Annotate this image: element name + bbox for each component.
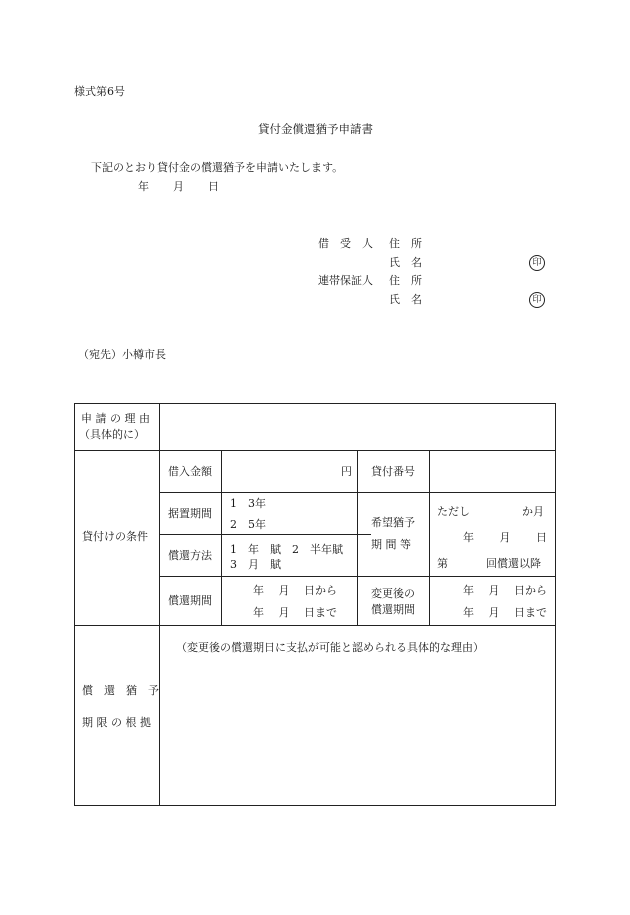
guarantor-name-label: 氏 名	[389, 293, 422, 306]
yen-unit: 円	[341, 465, 352, 478]
borrower-label: 借 受 人	[318, 237, 373, 250]
date-day: 日	[208, 180, 219, 193]
desired-months-unit: か月	[522, 505, 544, 518]
repay-period-label: 償還期間	[168, 594, 212, 607]
borrower-address-label: 住 所	[389, 237, 422, 250]
application-statement: 下記のとおり貸付金の償還猶予を申請いたします。	[91, 161, 344, 174]
guarantor-address-label: 住 所	[389, 274, 422, 287]
loan-amount-label: 借入金額	[168, 465, 212, 478]
changed-period-from[interactable]: 年 月 日から	[463, 584, 547, 597]
grace-option-3-years[interactable]: 1 3年	[230, 497, 266, 510]
addressee: （宛先）小樽市長	[78, 348, 166, 361]
reason-field[interactable]	[161, 406, 551, 448]
application-form-table	[74, 403, 556, 806]
reason-label-sub: （具体的に）	[79, 428, 145, 441]
grace-period-label: 据置期間	[168, 507, 212, 520]
changed-period-to[interactable]: 年 月 日まで	[463, 606, 547, 619]
grace-option-5-years[interactable]: 2 5年	[230, 518, 266, 531]
date-year: 年	[138, 180, 149, 193]
repay-option-monthly[interactable]: 3 月 賦	[230, 558, 281, 571]
document-title: 貸付金償還猶予申請書	[258, 122, 373, 136]
desired-grace-label-sub: 期 間 等	[371, 538, 411, 551]
changed-period-label: 変更後の	[371, 587, 415, 600]
conditions-label: 貸付けの条件	[82, 530, 148, 543]
changed-period-label-sub: 償還期間	[371, 603, 415, 616]
repay-period-to[interactable]: 年 月 日まで	[253, 606, 337, 619]
basis-note: （変更後の償還期日に支払が可能と認められる具体的な理由）	[176, 641, 484, 654]
desired-installment-prefix: 第	[437, 557, 448, 570]
reason-label: 申 請 の 理 由	[81, 412, 150, 425]
borrower-name-label: 氏 名	[389, 256, 422, 269]
basis-label: 償 還 猶 予	[82, 684, 159, 697]
guarantor-label: 連帯保証人	[318, 274, 373, 287]
desired-grace-label: 希望猶予	[371, 516, 415, 529]
desired-proviso: ただし	[437, 505, 470, 518]
loan-amount-field[interactable]	[223, 452, 355, 490]
repay-period-from[interactable]: 年 月 日から	[253, 584, 337, 597]
desired-installment-suffix: 回償還以降	[486, 557, 541, 570]
loan-number-label: 貸付番号	[371, 465, 415, 478]
form-number: 様式第6号	[74, 85, 125, 98]
guarantor-seal-icon: 印	[529, 292, 545, 308]
repay-method-label: 償還方法	[168, 549, 212, 562]
repay-option-annual-semiannual[interactable]: 1 年 賦 2 半年賦	[230, 543, 343, 556]
desired-date[interactable]: 年 月 日	[463, 531, 547, 544]
borrower-seal-icon: 印	[529, 255, 545, 271]
loan-number-field[interactable]	[431, 452, 553, 490]
date-month: 月	[173, 180, 184, 193]
basis-field[interactable]	[161, 660, 551, 800]
basis-label-sub: 期 限 の 根 拠	[82, 716, 151, 729]
